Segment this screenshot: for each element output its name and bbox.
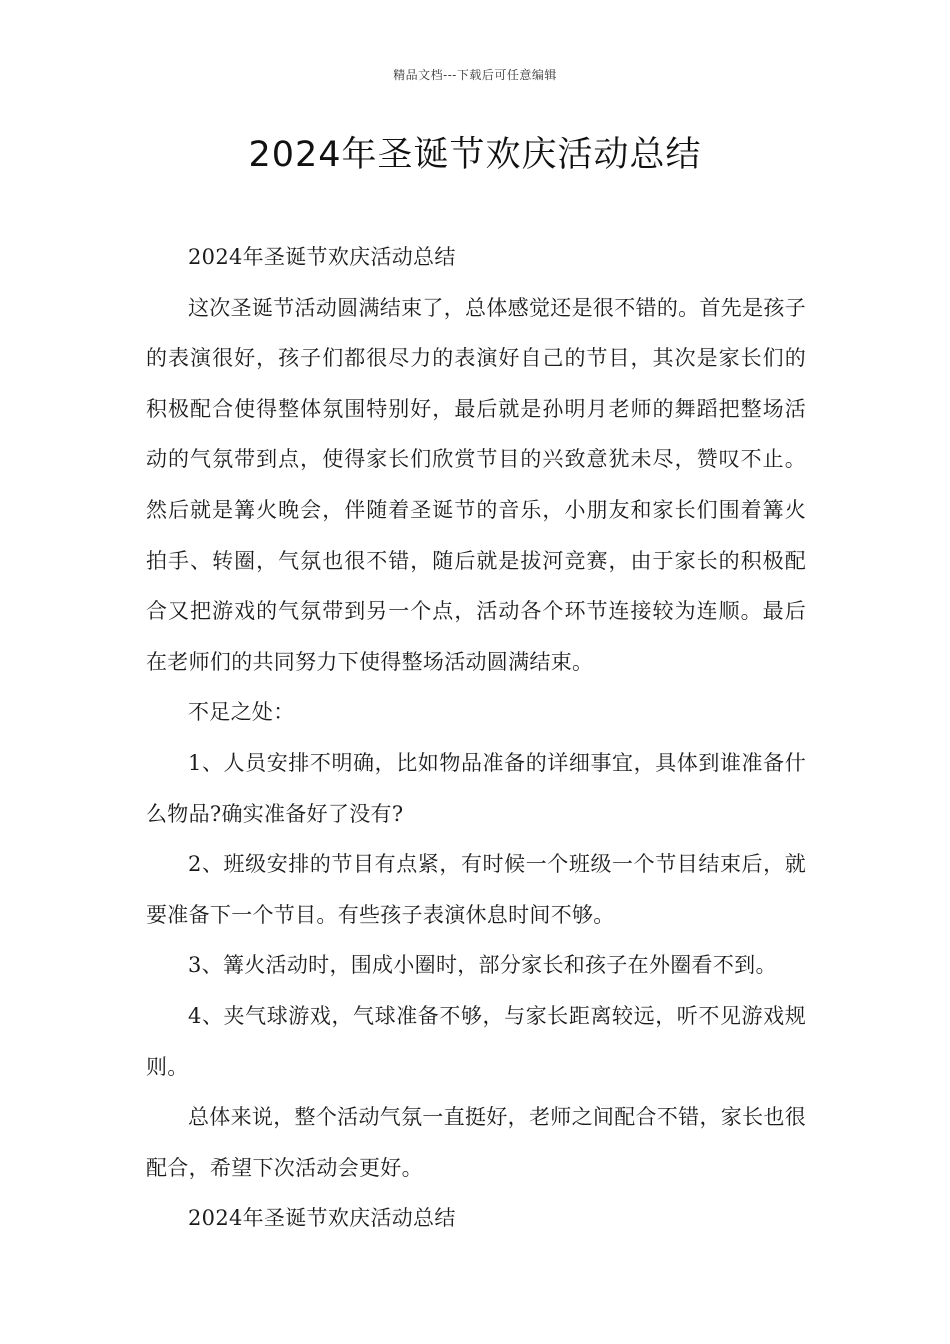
paragraph-conclusion: 总体来说，整个活动气氛一直挺好，老师之间配合不错，家长也很配合，希望下次活动会更好。: [146, 1105, 806, 1180]
paragraph-next-title: 2024年圣诞节欢庆活动总结: [188, 1206, 456, 1231]
paragraph-shortcomings-heading: 不足之处：: [188, 700, 295, 725]
paragraph-item-4: 4、夹气球游戏，气球准备不够，与家长距离较远，听不见游戏规则。: [146, 1003, 806, 1079]
paragraph-subtitle: 2024年圣诞节欢庆活动总结: [188, 245, 456, 269]
paragraph-item-3: 3、篝火活动时，围成小圈时，部分家长和孩子在外圈看不到。: [188, 953, 777, 978]
header-note: 精品文档---下载后可任意编辑: [393, 68, 557, 82]
document-title: 2024年圣诞节欢庆活动总结: [248, 135, 702, 175]
paragraph-summary: 这次圣诞节活动圆满结束了，总体感觉还是很不错的。首先是孩子的表演很好，孩子们都很尽力的表演好自己的节目，其次是家长们的积极配合使得整体氛围特别好，最后就是孙明月老师的舞蹈把整场活动的气氛带到点，使得家长们欣赏节目的兴致意犹未尽，赞叹不止。然后就是篝火晚会，伴随着圣诞节的音乐，小朋友和家长们围着篝火拍手、转圈，气氛也很不错，随后就是拔河竞赛，由于家长的积极配合又把游戏的气氛带到另一个点，活动各个环节连接较为连顺。最后在老师们的共同努力下使得整场活动圆满结束。: [146, 295, 806, 674]
paragraph-item-1: 1、人员安排不明确，比如物品准备的详细事宜，具体到谁准备什么物品?确实准备好了没有?: [146, 750, 806, 826]
paragraph-item-2: 2、班级安排的节目有点紧，有时候一个班级一个节目结束后，就要准备下一个节目。有些孩子表演休息时间不够。: [146, 852, 806, 927]
document-body: [146, 232, 806, 1244]
